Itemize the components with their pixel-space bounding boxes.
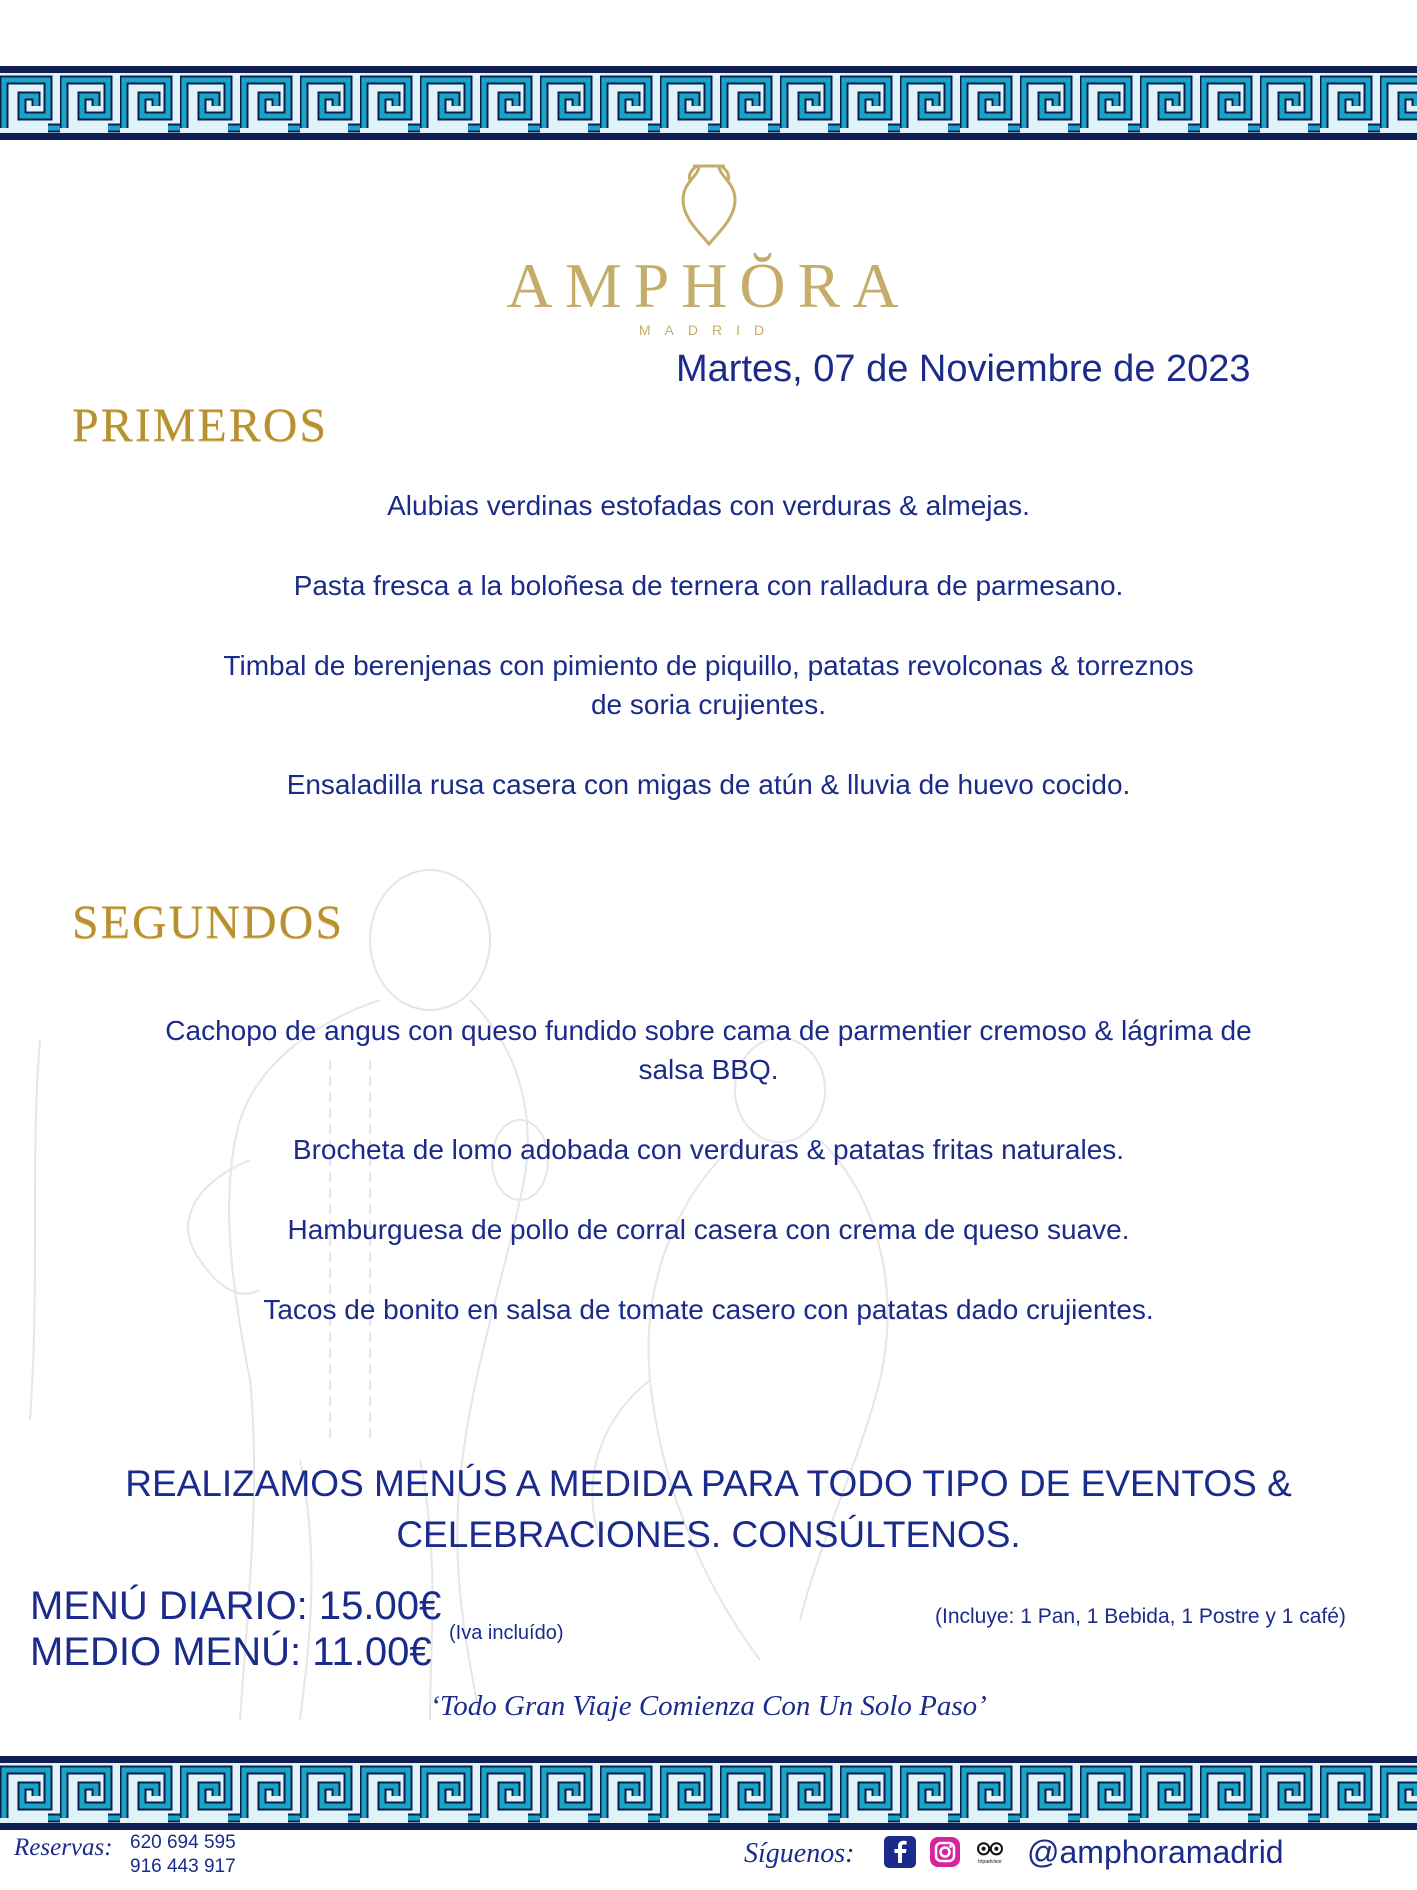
dish-item: Alubias verdinas estofadas con verduras & almejas. xyxy=(387,490,1030,521)
social-handle[interactable]: @amphoramadrid xyxy=(1027,1834,1284,1870)
iva-note: (Iva incluído) xyxy=(449,1622,564,1644)
dish-item: Hamburguesa de pollo de corral casera con crema de queso suave. xyxy=(287,1214,1130,1245)
phone-number[interactable]: 620 694 595 xyxy=(130,1832,236,1853)
menu-diario-price: MENÚ DIARIO: 15.00€ xyxy=(30,1584,442,1628)
greek-key-border-bottom xyxy=(0,1756,1417,1830)
dish-item: Ensaladilla rusa casera con migas de atún & lluvia de huevo cocido. xyxy=(286,769,1131,800)
reservas-label: Reservas: xyxy=(14,1834,113,1861)
tripadvisor-text: tripadvisor xyxy=(978,1859,1002,1866)
brand-city: MADRID xyxy=(638,322,779,338)
dish-item: de soria crujientes. xyxy=(590,689,826,720)
dish-item: salsa BBQ. xyxy=(638,1054,779,1085)
dish-item: Pasta fresca a la boloñesa de ternera con ralladura de parmesano. xyxy=(293,570,1124,601)
promo-line-2: CELEBRACIONES. CONSÚLTENOS. xyxy=(396,1514,1021,1555)
menu-date: Martes, 07 de Noviembre de 2023 xyxy=(676,348,1251,390)
dish-item: Tacos de bonito en salsa de tomate casero con patatas dado crujientes. xyxy=(263,1294,1154,1325)
promo-line-1: REALIZAMOS MENÚS A MEDIDA PARA TODO TIPO DE EVENTOS & xyxy=(125,1463,1292,1504)
section-title-primeros: PRIMEROS xyxy=(72,399,329,452)
phone-number[interactable]: 916 443 917 xyxy=(130,1856,236,1877)
motto-quote: ‘Todo Gran Viaje Comienza Con Un Solo Paso’ xyxy=(430,1690,987,1722)
greek-key-border-top xyxy=(0,66,1417,140)
facebook-icon[interactable] xyxy=(884,1836,916,1868)
section-title-segundos: SEGUNDOS xyxy=(72,896,345,949)
dish-item: Cachopo de angus con queso fundido sobre cama de parmentier cremoso & lágrima de xyxy=(165,1015,1252,1046)
brand-logo xyxy=(0,160,1417,338)
amphora-icon xyxy=(669,160,749,248)
dish-item: Timbal de berenjenas con pimiento de piquillo, patatas revolconas & torreznos xyxy=(223,650,1194,681)
medio-menu-price: MEDIO MENÚ: 11.00€ xyxy=(30,1630,432,1674)
includes-note: (Incluye: 1 Pan, 1 Bebida, 1 Postre y 1 café) xyxy=(935,1605,1346,1628)
instagram-icon[interactable] xyxy=(929,1836,961,1868)
brand-name: AMPHŎRA xyxy=(506,250,911,321)
tripadvisor-icon[interactable] xyxy=(974,1836,1006,1868)
dish-item: Brocheta de lomo adobada con verduras & patatas fritas naturales. xyxy=(292,1134,1125,1165)
follow-label: Síguenos: xyxy=(744,1838,855,1869)
events-promo xyxy=(120,1458,1297,1560)
